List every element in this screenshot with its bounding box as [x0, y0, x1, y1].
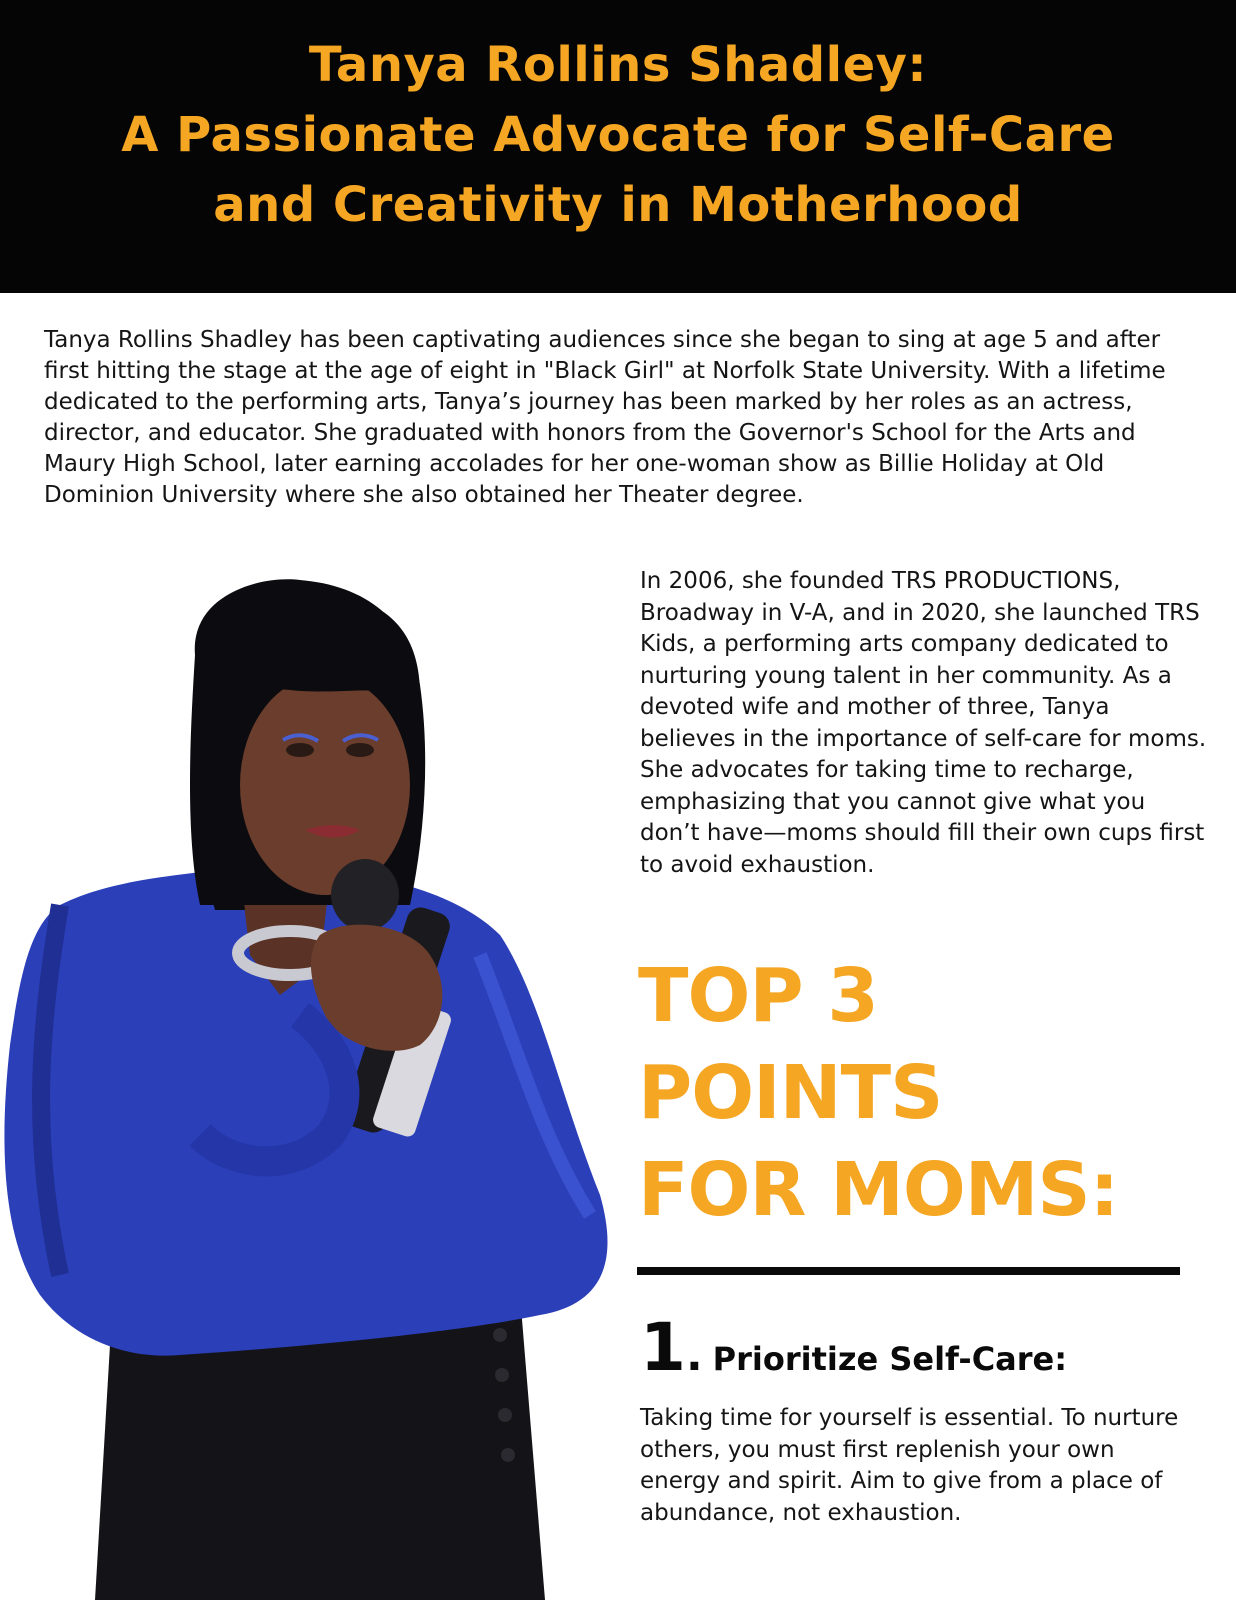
top-points-line-1: TOP 3	[638, 953, 878, 1039]
portrait-photo	[0, 575, 620, 1600]
top-points-line-2: POINTS	[638, 1050, 943, 1136]
point-1-number: 1	[640, 1309, 686, 1386]
intro-paragraph: Tanya Rollins Shadley has been captivating audiences since she began to sing at age 5 and after first hitting the stage at the age of eight in "Black Girl" at Norfolk State University. With a lifetime dedicated to the performing arts, Tanya’s journey has been marked by her roles as an actress, director, and educator. She graduated with honors from the Governor's School for the Arts and Maury High School, later earning accolades for her one-woman show as Billie Holiday at Old Dominion University where she also obtained her Theater degree.	[44, 327, 1166, 508]
title-banner	[0, 0, 1236, 293]
title-line-2: A Passionate Advocate for Self-Care	[121, 107, 1115, 163]
title-line-3: and Creativity in Motherhood	[213, 177, 1023, 233]
divider-rule	[637, 1267, 1180, 1275]
story-paragraph: In 2006, she founded TRS PRODUCTIONS, Broadway in V-A, and in 2020, she launched TRS Kids, a performing arts company dedicated to nurturing young talent in her community. As a devoted wife and mother of three, Tanya believes in the importance of self-care for moms. She advocates for taking time to recharge, emphasizing that you cannot give what you don’t have—moms should fill their own cups first to avoid exhaustion.	[640, 568, 1207, 878]
point-1-body: Taking time for yourself is essential. To nurture others, you must first replenish your own energy and spirit. Aim to give from a place of abundance, not exhaustion.	[640, 1405, 1179, 1526]
top-points-heading	[638, 948, 1236, 1239]
point-1-dot: .	[685, 1330, 703, 1381]
title-line-1: Tanya Rollins Shadley:	[308, 37, 928, 93]
point-1-heading	[640, 1309, 1220, 1386]
point-1-title: Prioritize Self-Care:	[712, 1340, 1068, 1378]
top-points-line-3: FOR MOMS:	[638, 1147, 1119, 1233]
